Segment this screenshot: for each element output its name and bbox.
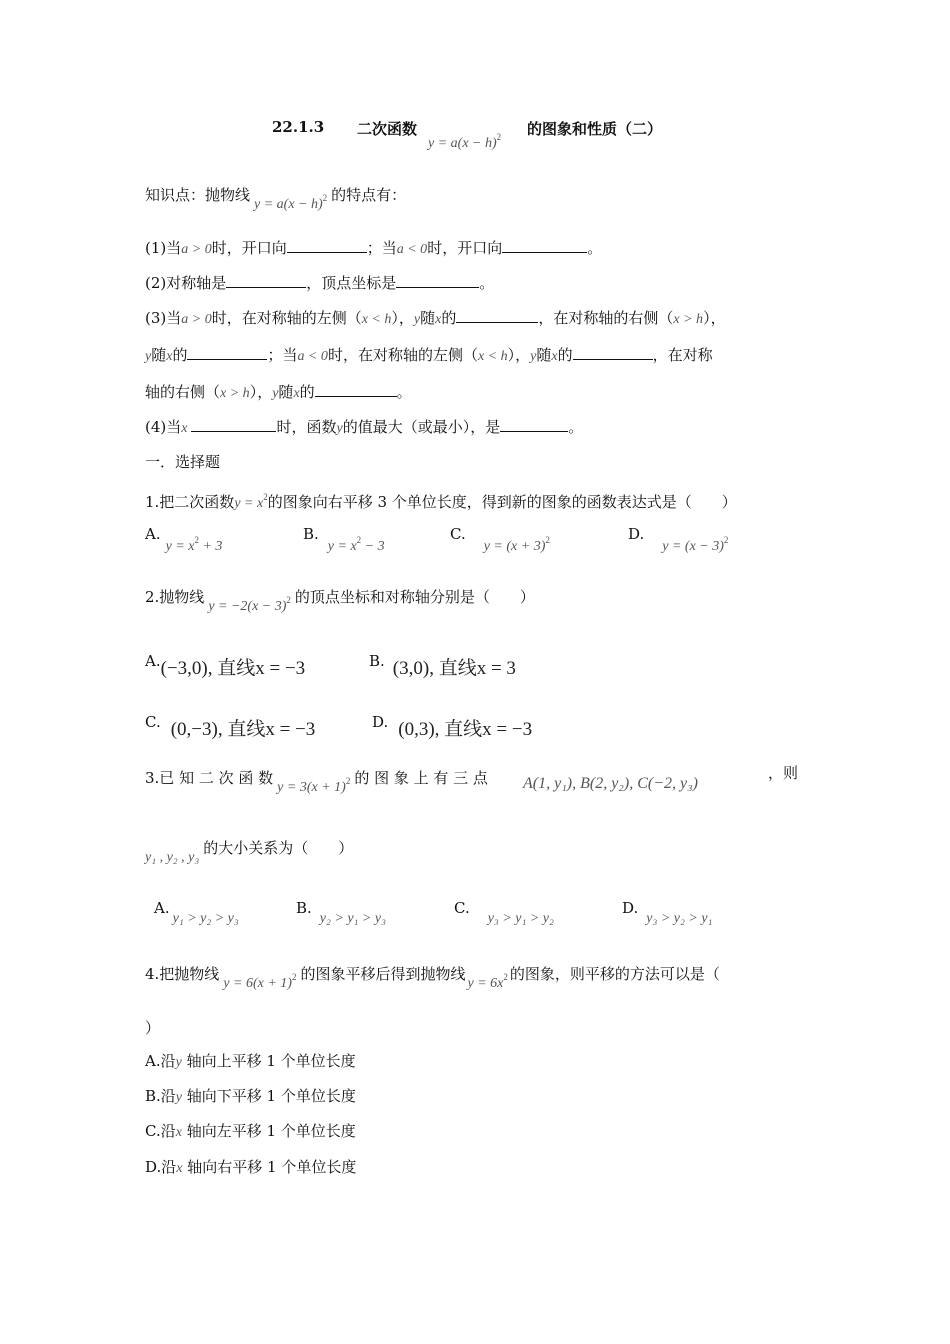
option-math: y₂ > y₁ > y₃	[319, 911, 386, 926]
q3-formula: $y = 3(x + 1)^2$	[277, 776, 351, 795]
text: ；当	[366, 239, 397, 257]
text: 的	[441, 309, 457, 327]
math: y	[530, 349, 537, 364]
text: 4.把抛物线	[145, 965, 220, 983]
option-var: y	[175, 1055, 182, 1070]
q4-option-c[interactable]	[145, 1121, 356, 1143]
math: x	[293, 386, 300, 401]
q4-option-b[interactable]	[145, 1086, 356, 1108]
blank[interactable]	[187, 344, 267, 360]
option-text: 轴向左平移 1 个单位长度	[181, 1122, 356, 1140]
point-3-line-3	[145, 381, 412, 404]
option-label: A.沿	[145, 1052, 176, 1070]
option-label: B.	[296, 899, 312, 917]
text: ），	[507, 346, 531, 364]
q2-option-b[interactable]	[369, 645, 516, 679]
blank[interactable]	[573, 344, 653, 360]
text: 时，开口向	[211, 239, 287, 257]
text: ），	[703, 309, 726, 327]
section-number: 22.1.3	[272, 118, 325, 136]
q3-vars-line	[145, 838, 354, 865]
option-label: A.	[145, 525, 161, 543]
math: a > 0	[181, 242, 212, 257]
text: 时，在对称轴的左侧（	[327, 346, 478, 364]
option-label: D.	[622, 899, 639, 917]
question-4	[145, 959, 720, 991]
point-2	[145, 272, 494, 293]
option-text: 轴向上平移 1 个单位长度	[181, 1052, 356, 1070]
text: 的图象平移后得到抛物线	[300, 965, 466, 983]
text: 随	[536, 346, 552, 364]
q2-option-d[interactable]	[372, 706, 533, 740]
option-var: x	[176, 1161, 183, 1176]
q1-formula: $y = x^2$	[234, 492, 268, 511]
blank[interactable]	[502, 237, 587, 253]
knowledge-tail: 的特点有：	[331, 186, 407, 204]
option-math: (3,0), 直线x = 3	[392, 658, 516, 679]
text: 时，在对称轴的左侧（	[211, 309, 362, 327]
knowledge-lead: 知识点：抛物线	[145, 186, 251, 204]
blank[interactable]	[396, 272, 479, 288]
point-1	[145, 237, 602, 260]
text: 3.已 知 二 次 函 数	[145, 769, 274, 787]
q4-option-a[interactable]	[145, 1051, 356, 1073]
blank[interactable]	[456, 307, 538, 323]
option-math: (0,3), 直线x = −3	[398, 719, 533, 740]
option-label: C.	[454, 899, 470, 917]
question-3	[145, 763, 488, 795]
text: 1.把二次函数	[145, 493, 235, 511]
text: 时，函数	[276, 418, 337, 436]
q3-then: ，则	[768, 764, 799, 782]
point-3-line-1	[145, 307, 726, 330]
math: a > 0	[181, 312, 212, 327]
blank[interactable]	[191, 416, 276, 432]
q2-formula: $y = -2(x - 3)^2$	[208, 595, 291, 614]
text: 随	[420, 309, 436, 327]
option-label: B.沿	[145, 1087, 176, 1105]
knowledge-formula: $y = a(x - h)^2$	[254, 193, 328, 212]
q1-option-a[interactable]	[145, 524, 223, 554]
math: x	[181, 421, 188, 436]
text: 的 图 象 上 有 三 点	[354, 769, 488, 787]
question-2	[145, 582, 535, 614]
text: 轴的右侧（	[145, 383, 221, 401]
point-4	[145, 416, 583, 439]
text: ，顶点坐标是	[306, 274, 397, 292]
text: ），	[249, 383, 273, 401]
text: ，在对称	[652, 346, 713, 364]
option-label: C.沿	[145, 1122, 176, 1140]
q3-option-a[interactable]	[154, 899, 239, 926]
text: 的顶点坐标和对称轴分别是（ ）	[294, 588, 535, 606]
option-label: D.	[628, 525, 645, 543]
text: 的值最大（或最小），是	[342, 418, 501, 436]
text: 的	[172, 346, 188, 364]
point-3-line-2	[145, 344, 713, 367]
math: x > h	[220, 386, 250, 401]
text: ，在对称轴的右侧（	[538, 309, 674, 327]
text: (2)对称轴是	[145, 274, 227, 292]
text: 的	[299, 383, 315, 401]
option-math: $y = (x + 3)^2$	[483, 535, 550, 554]
option-text: 轴向下平移 1 个单位长度	[182, 1087, 356, 1105]
blank[interactable]	[500, 416, 568, 432]
option-label: D.沿	[145, 1158, 177, 1176]
option-label: A.	[154, 899, 170, 917]
option-label: B.	[303, 525, 319, 543]
math: y	[272, 386, 279, 401]
math: x	[166, 349, 173, 364]
option-label: B.	[369, 652, 385, 670]
text: 随	[151, 346, 167, 364]
option-math: $y = x^2 + 3$	[165, 535, 223, 554]
option-math: $y = x^2 - 3$	[327, 535, 385, 554]
math: y	[145, 349, 152, 364]
q3-option-c[interactable]	[454, 899, 554, 926]
q4-formula-1: $y = 6(x + 1)^2$	[223, 972, 297, 991]
text: 的	[557, 346, 573, 364]
option-math: y₃ > y₁ > y₂	[487, 911, 554, 926]
text: (3)当	[145, 309, 182, 327]
text: ；当	[267, 346, 298, 364]
text: (1)当	[145, 239, 182, 257]
option-math: (−3,0), 直线x = −3	[160, 658, 306, 679]
math: y₁ , y₂ , y₃	[145, 850, 200, 865]
q1-option-d[interactable]	[628, 524, 729, 554]
text: 随	[278, 383, 294, 401]
q3-points	[523, 773, 698, 794]
math: x < h	[361, 312, 392, 327]
text: 的图象，则平移的方法可以是（	[509, 965, 720, 983]
option-math: $y = (x - 3)^2$	[662, 535, 729, 554]
math: A(1, y₁), B(2, y₂), C(−2, y₃)	[523, 775, 698, 792]
text: 。	[568, 418, 584, 436]
blank[interactable]	[287, 237, 367, 253]
q4-formula-2: $y = 6x^2$	[467, 972, 508, 991]
option-var: y	[175, 1090, 183, 1105]
section-heading: 一．选择题	[145, 453, 221, 471]
text: (4)当	[145, 418, 182, 436]
q2-option-a[interactable]	[145, 645, 306, 679]
knowledge-line	[145, 180, 407, 212]
text: 的大小关系为（ ）	[203, 839, 354, 857]
math: x > h	[673, 312, 704, 327]
option-math: y₃ > y₂ > y₁	[646, 911, 713, 926]
q3-option-d[interactable]	[622, 899, 713, 926]
option-label: C.	[450, 525, 466, 543]
option-text: 轴向右平移 1 个单位长度	[182, 1158, 357, 1176]
option-var: x	[175, 1125, 182, 1140]
q4-close-paren: ）	[145, 1019, 161, 1037]
math: a < 0	[396, 242, 428, 257]
text: ），	[391, 309, 414, 327]
text: 的图象向右平移 3 个单位长度，得到新的图象的函数表达式是（ ）	[267, 493, 737, 511]
title-suffix: 的图象和性质（二）	[527, 120, 663, 138]
q4-option-d[interactable]	[145, 1157, 356, 1179]
q3-option-b[interactable]	[296, 899, 386, 926]
math: x	[435, 312, 442, 327]
option-math: (0,−3), 直线x = −3	[170, 719, 316, 740]
text: 。	[479, 274, 495, 292]
option-label: C.	[145, 713, 161, 731]
question-1	[145, 487, 737, 514]
math: a < 0	[297, 349, 328, 364]
blank[interactable]	[226, 272, 306, 288]
option-label: D.	[372, 713, 389, 731]
math: y	[336, 421, 343, 436]
q1-option-b[interactable]	[303, 524, 385, 554]
option-label: A.	[145, 652, 161, 670]
title-prefix: 二次函数	[357, 120, 418, 138]
blank[interactable]	[315, 381, 397, 397]
q1-option-c[interactable]	[450, 524, 550, 554]
math: x < h	[477, 349, 508, 364]
option-math: y₁ > y₂ > y₃	[172, 911, 239, 926]
text: 2.抛物线	[145, 588, 205, 606]
text: 时，开口向	[427, 239, 503, 257]
math: x	[551, 349, 558, 364]
title-formula: $y = a(x - h)^2$	[428, 132, 502, 151]
text: 。	[587, 239, 603, 257]
q2-option-c[interactable]	[145, 706, 316, 740]
text: 。	[396, 383, 412, 401]
math: y	[413, 312, 421, 327]
